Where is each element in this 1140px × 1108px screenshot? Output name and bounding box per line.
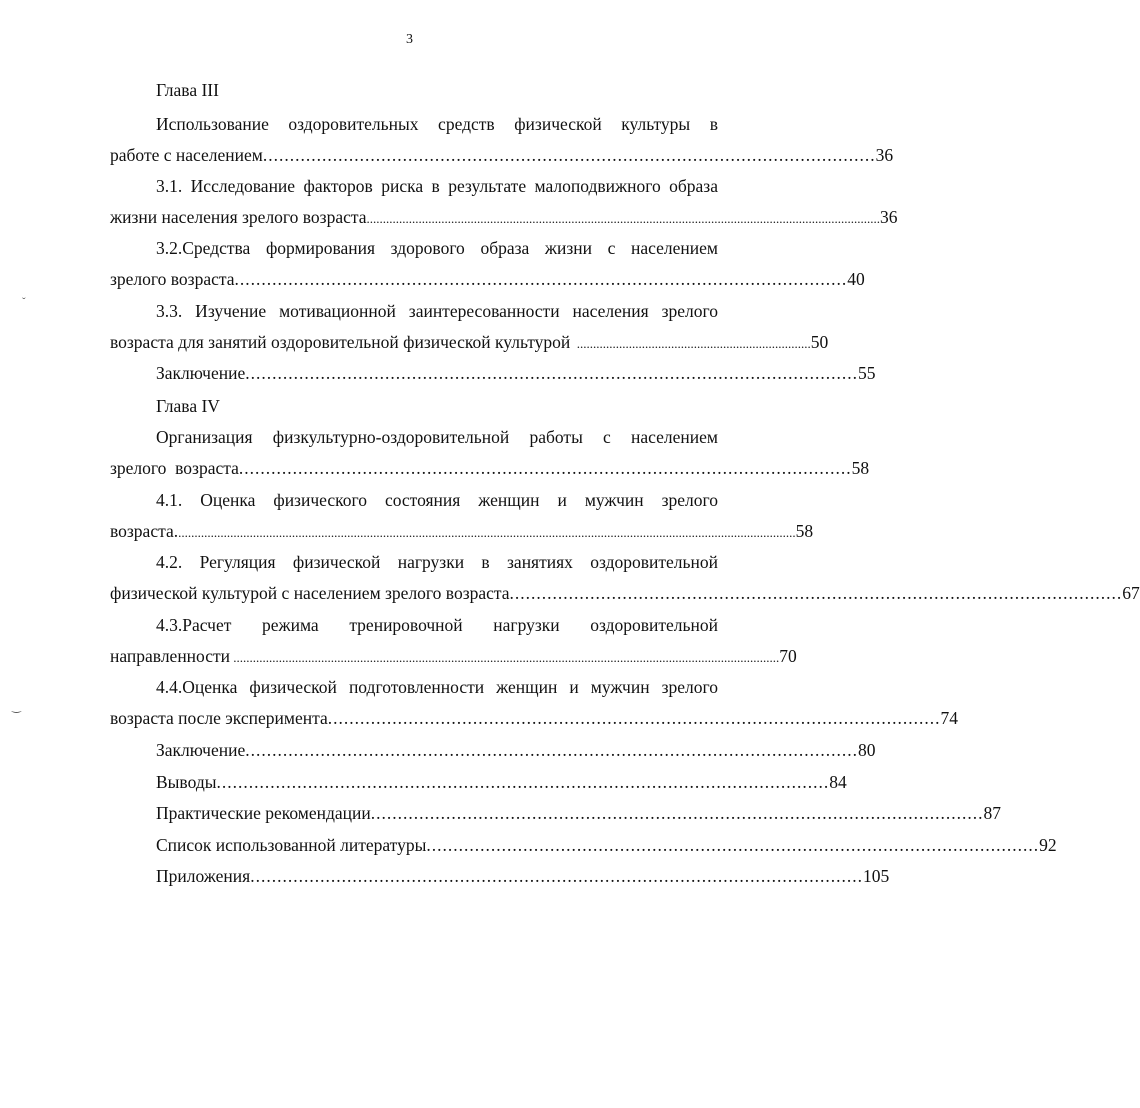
s43-entry xyxy=(110,646,797,668)
references-label: Список использованной литературы xyxy=(156,835,427,855)
s44-line2: возраста после эксперимента xyxy=(110,708,328,728)
leader-dots: .................................................................................................................. xyxy=(234,269,848,289)
s33-line2: возраста для занятий оздоровительной физической культурой xyxy=(110,332,571,352)
page-number: 3 xyxy=(406,32,413,47)
findings-entry xyxy=(156,772,847,792)
leader-dots: .................................................................................................................. xyxy=(509,583,1123,603)
leader-dots: .................................................................................................................. xyxy=(262,145,876,165)
s31-line2: жизни населения зрелого возраста xyxy=(110,207,367,227)
chapter3-title-line1: Использование оздоровительных средств физической культуры в xyxy=(156,114,718,134)
s32-entry xyxy=(110,269,865,289)
conclusion4-page: 80 xyxy=(858,740,876,760)
chapter3-title-page: 36 xyxy=(875,145,894,165)
conclusion3-label: Заключение xyxy=(156,363,246,383)
chapter3-title-line2: работе с населением xyxy=(110,145,263,165)
leader-dots: .................................................................................................................. xyxy=(426,835,1040,855)
recommendations-page: 87 xyxy=(983,803,1001,823)
references-page: 92 xyxy=(1039,835,1057,855)
s42-entry xyxy=(110,583,1140,603)
s44-entry xyxy=(110,708,958,728)
s32-page: 40 xyxy=(847,269,865,289)
s33-entry xyxy=(110,332,829,354)
s41-page: 58 xyxy=(795,521,814,541)
appendices-page: 105 xyxy=(862,866,890,886)
s43-page: 70 xyxy=(779,646,797,666)
scan-speck: ˇ xyxy=(22,296,26,308)
leader-dots: .............................................................................................................................................................................................. xyxy=(178,525,796,540)
s33-page: 50 xyxy=(810,332,829,352)
scan-speck: ‿ xyxy=(12,701,21,713)
findings-label: Выводы xyxy=(156,772,217,792)
s42-line2: физической культурой с населением зрелого возраста xyxy=(110,583,510,603)
leader-dots: .................................................................................................................. xyxy=(327,708,941,728)
leader-dots: .................................................................................................................. xyxy=(245,740,858,760)
leader-dots: .................................................................................................................. xyxy=(370,803,984,823)
leader-dots: .............................................................................................................................................................. xyxy=(366,211,881,226)
chapter3-title-entry xyxy=(110,145,894,165)
findings-page: 84 xyxy=(829,772,847,792)
s32-line1: 3.2.Средства формирования здорового образа жизни с населением xyxy=(156,238,718,258)
conclusion3-page: 55 xyxy=(858,363,876,383)
leader-dots: .................................................................................................................. xyxy=(216,772,830,792)
s43-line2: направленности xyxy=(110,646,231,666)
conclusion4-entry xyxy=(156,740,876,760)
chapter4-title-entry xyxy=(110,458,870,478)
s43-line1: 4.3.Расчет режима тренировочной нагрузки оздоровительной xyxy=(156,615,718,635)
chapter4-title-page: 58 xyxy=(851,458,870,478)
chapter3-heading: Глава III xyxy=(156,80,219,100)
chapter4-title-line1: Организация физкультурно-оздоровительной работы с населением xyxy=(156,427,718,447)
s33-line1: 3.3. Изучение мотивационной заинтересованности населения зрелого xyxy=(156,301,718,321)
references-entry xyxy=(156,835,1057,855)
s42-page: 67 xyxy=(1122,583,1140,603)
appendices-label: Приложения xyxy=(156,866,251,886)
s41-entry xyxy=(110,521,814,543)
leader-dots: .................................................................................................................. xyxy=(238,458,852,478)
s32-line2: зрелого возраста xyxy=(110,269,235,289)
chapter4-title-line2: зрелого возраста xyxy=(110,458,239,478)
s31-line1: 3.1. Исследование факторов риска в результате малоподвижного образа xyxy=(156,176,718,196)
s31-page: 36 xyxy=(880,207,898,227)
chapter4-heading: Глава IV xyxy=(156,396,220,416)
s31-entry xyxy=(110,207,898,229)
leader-dots: ........................................................................ xyxy=(570,336,811,351)
recommendations-entry xyxy=(156,803,1001,823)
appendices-entry xyxy=(156,866,890,886)
leader-dots: .................................................................................................................. xyxy=(245,363,858,383)
leader-dots: ........................................................................................................................................................................ xyxy=(230,650,780,665)
conclusion3-entry xyxy=(156,363,876,383)
s42-line1: 4.2. Регуляция физической нагрузки в занятиях оздоровительной xyxy=(156,552,718,572)
s44-page: 74 xyxy=(940,708,958,728)
recommendations-label: Практические рекомендации xyxy=(156,803,371,823)
s44-line1: 4.4.Оценка физической подготовленности женщин и мужчин зрелого xyxy=(156,677,718,697)
s41-line1: 4.1. Оценка физического состояния женщин и мужчин зрелого xyxy=(156,490,718,510)
leader-dots: .................................................................................................................. xyxy=(250,866,863,886)
conclusion4-label: Заключение xyxy=(156,740,246,760)
s41-line2: возраста. xyxy=(110,521,179,541)
